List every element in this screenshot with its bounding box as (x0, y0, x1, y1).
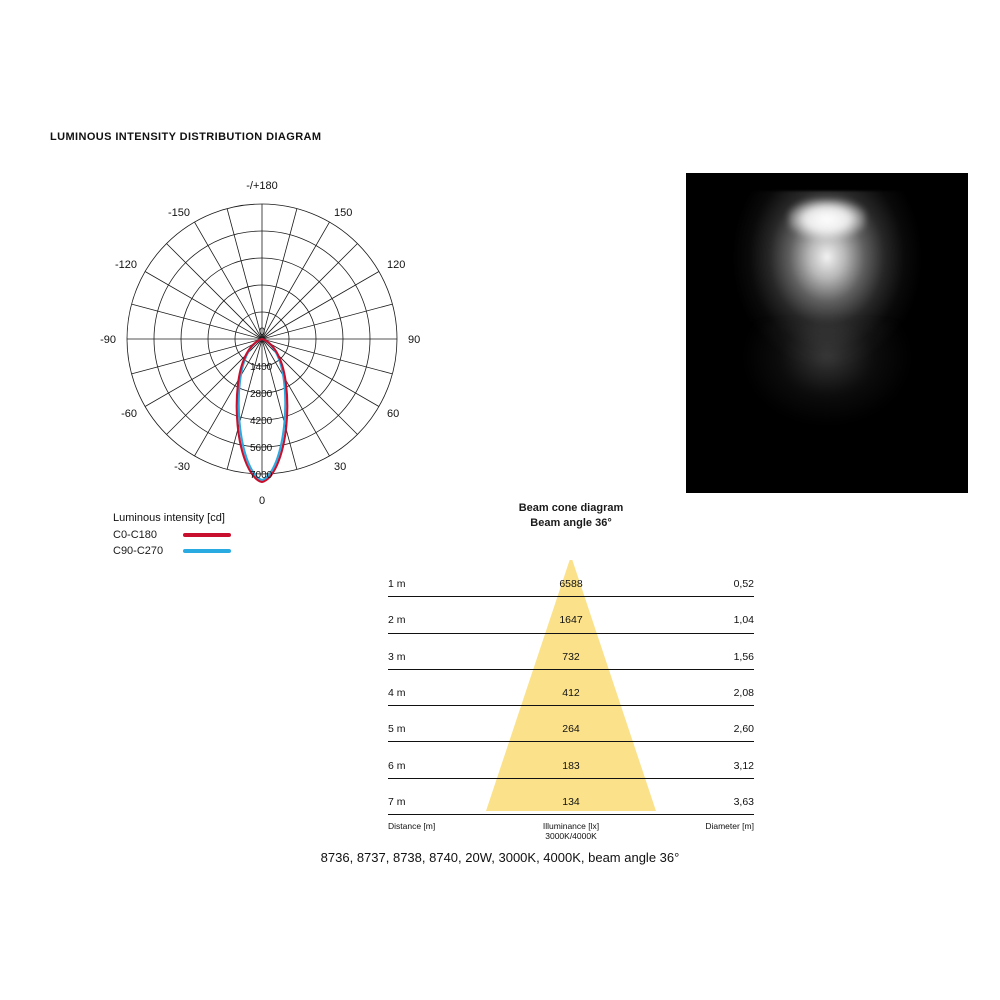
beam-hotspot (788, 199, 866, 239)
cone-illuminance-5: 264 (562, 723, 580, 735)
polar-ring-label-3: 4200 (250, 416, 273, 427)
cone-diameter-4: 2,08 (733, 687, 754, 699)
polar-angle-label-30: 30 (334, 461, 347, 473)
polar-ring-label-2: 2800 (250, 389, 273, 400)
polar-angle-label-m30: -30 (174, 461, 190, 473)
polar-angle-label-120: 120 (387, 259, 406, 271)
cone-distance-7: 7 m (388, 796, 406, 808)
polar-angle-label-m150: -150 (167, 207, 190, 219)
cone-distance-2: 2 m (388, 614, 406, 626)
legend-label-c0-c180: C0-C180 (113, 529, 158, 541)
legend-item-c0-c180 (113, 527, 363, 543)
polar-ring-label-5: 7000 (250, 470, 273, 481)
page-title: LUMINOUS INTENSITY DISTRIBUTION DIAGRAM (50, 131, 322, 143)
legend-item-c90-c270 (113, 543, 363, 559)
polar-bottom-label: 0 (259, 495, 266, 505)
cone-rule-5 (388, 741, 754, 742)
polar-angle-label-m90: -90 (100, 334, 116, 346)
cone-column-illuminance: Illuminance [lx] (542, 821, 600, 831)
cone-distance-3: 3 m (388, 651, 406, 663)
cone-diameter-1: 0,52 (733, 578, 754, 590)
beam-spill (722, 323, 932, 493)
cone-distance-6: 6 m (388, 760, 406, 772)
cone-rule-6 (388, 778, 754, 779)
polar-angle-label-150: 150 (334, 207, 353, 219)
cone-diameter-5: 2,60 (733, 723, 754, 735)
cone-diameter-3: 1,56 (733, 651, 754, 663)
cone-diameter-7: 3,63 (733, 796, 754, 808)
beam-cone-title-line2: Beam angle 36° (530, 517, 612, 529)
footer-caption: 8736, 8737, 8738, 8740, 20W, 3000K, 4000K, beam angle 36° (320, 850, 680, 865)
polar-plot-area (100, 180, 420, 505)
polar-angle-label-60: 60 (387, 408, 400, 420)
legend-label-c90-c270: C90-C270 (113, 545, 164, 557)
beam-cone-title (388, 501, 754, 531)
cone-column-distance: Distance [m] (388, 821, 436, 831)
polar-chart-legend (113, 512, 363, 559)
cone-column-diameter: Diameter [m] (705, 821, 754, 831)
legend-swatch-c0-c180 (183, 533, 231, 537)
polar-ring-label-1: 1400 (250, 362, 273, 373)
cone-diameter-6: 3,12 (733, 760, 754, 772)
cone-distance-1: 1 m (388, 578, 406, 590)
beam-cone-diagram (388, 560, 754, 841)
beam-photo (686, 173, 968, 493)
beam-cone-title-line1: Beam cone diagram (518, 502, 624, 514)
cone-rule-2 (388, 633, 754, 634)
polar-angle-label-90: 90 (408, 334, 421, 346)
beam-cone-triangle (486, 560, 656, 811)
polar-angle-label-180: -/+180 (246, 180, 278, 192)
cone-rule-7 (388, 814, 754, 815)
luminous-intensity-polar-chart (80, 165, 460, 505)
cone-distance-4: 4 m (388, 687, 406, 699)
cone-illuminance-1: 6588 (559, 578, 583, 590)
cone-rule-4 (388, 705, 754, 706)
cone-illuminance-4: 412 (562, 687, 580, 699)
cone-rule-1 (388, 596, 754, 597)
cone-column-illuminance-sub: 3000K/4000K (545, 831, 597, 841)
legend-title: Luminous intensity [cd] (113, 512, 225, 524)
cone-illuminance-2: 1647 (559, 614, 583, 626)
polar-ring-label-4: 5600 (250, 443, 273, 454)
cone-illuminance-7: 134 (562, 796, 580, 808)
cone-illuminance-3: 732 (562, 651, 580, 663)
cone-illuminance-6: 183 (562, 760, 580, 772)
polar-center-label: 0 (259, 326, 266, 338)
cone-distance-5: 5 m (388, 723, 406, 735)
polar-chart-svg (80, 165, 460, 505)
polar-angle-label-m60: -60 (121, 408, 137, 420)
cone-rule-3 (388, 669, 754, 670)
cone-diameter-2: 1,04 (733, 614, 754, 626)
polar-angle-label-m120: -120 (114, 259, 137, 271)
legend-swatch-c90-c270 (183, 549, 231, 553)
